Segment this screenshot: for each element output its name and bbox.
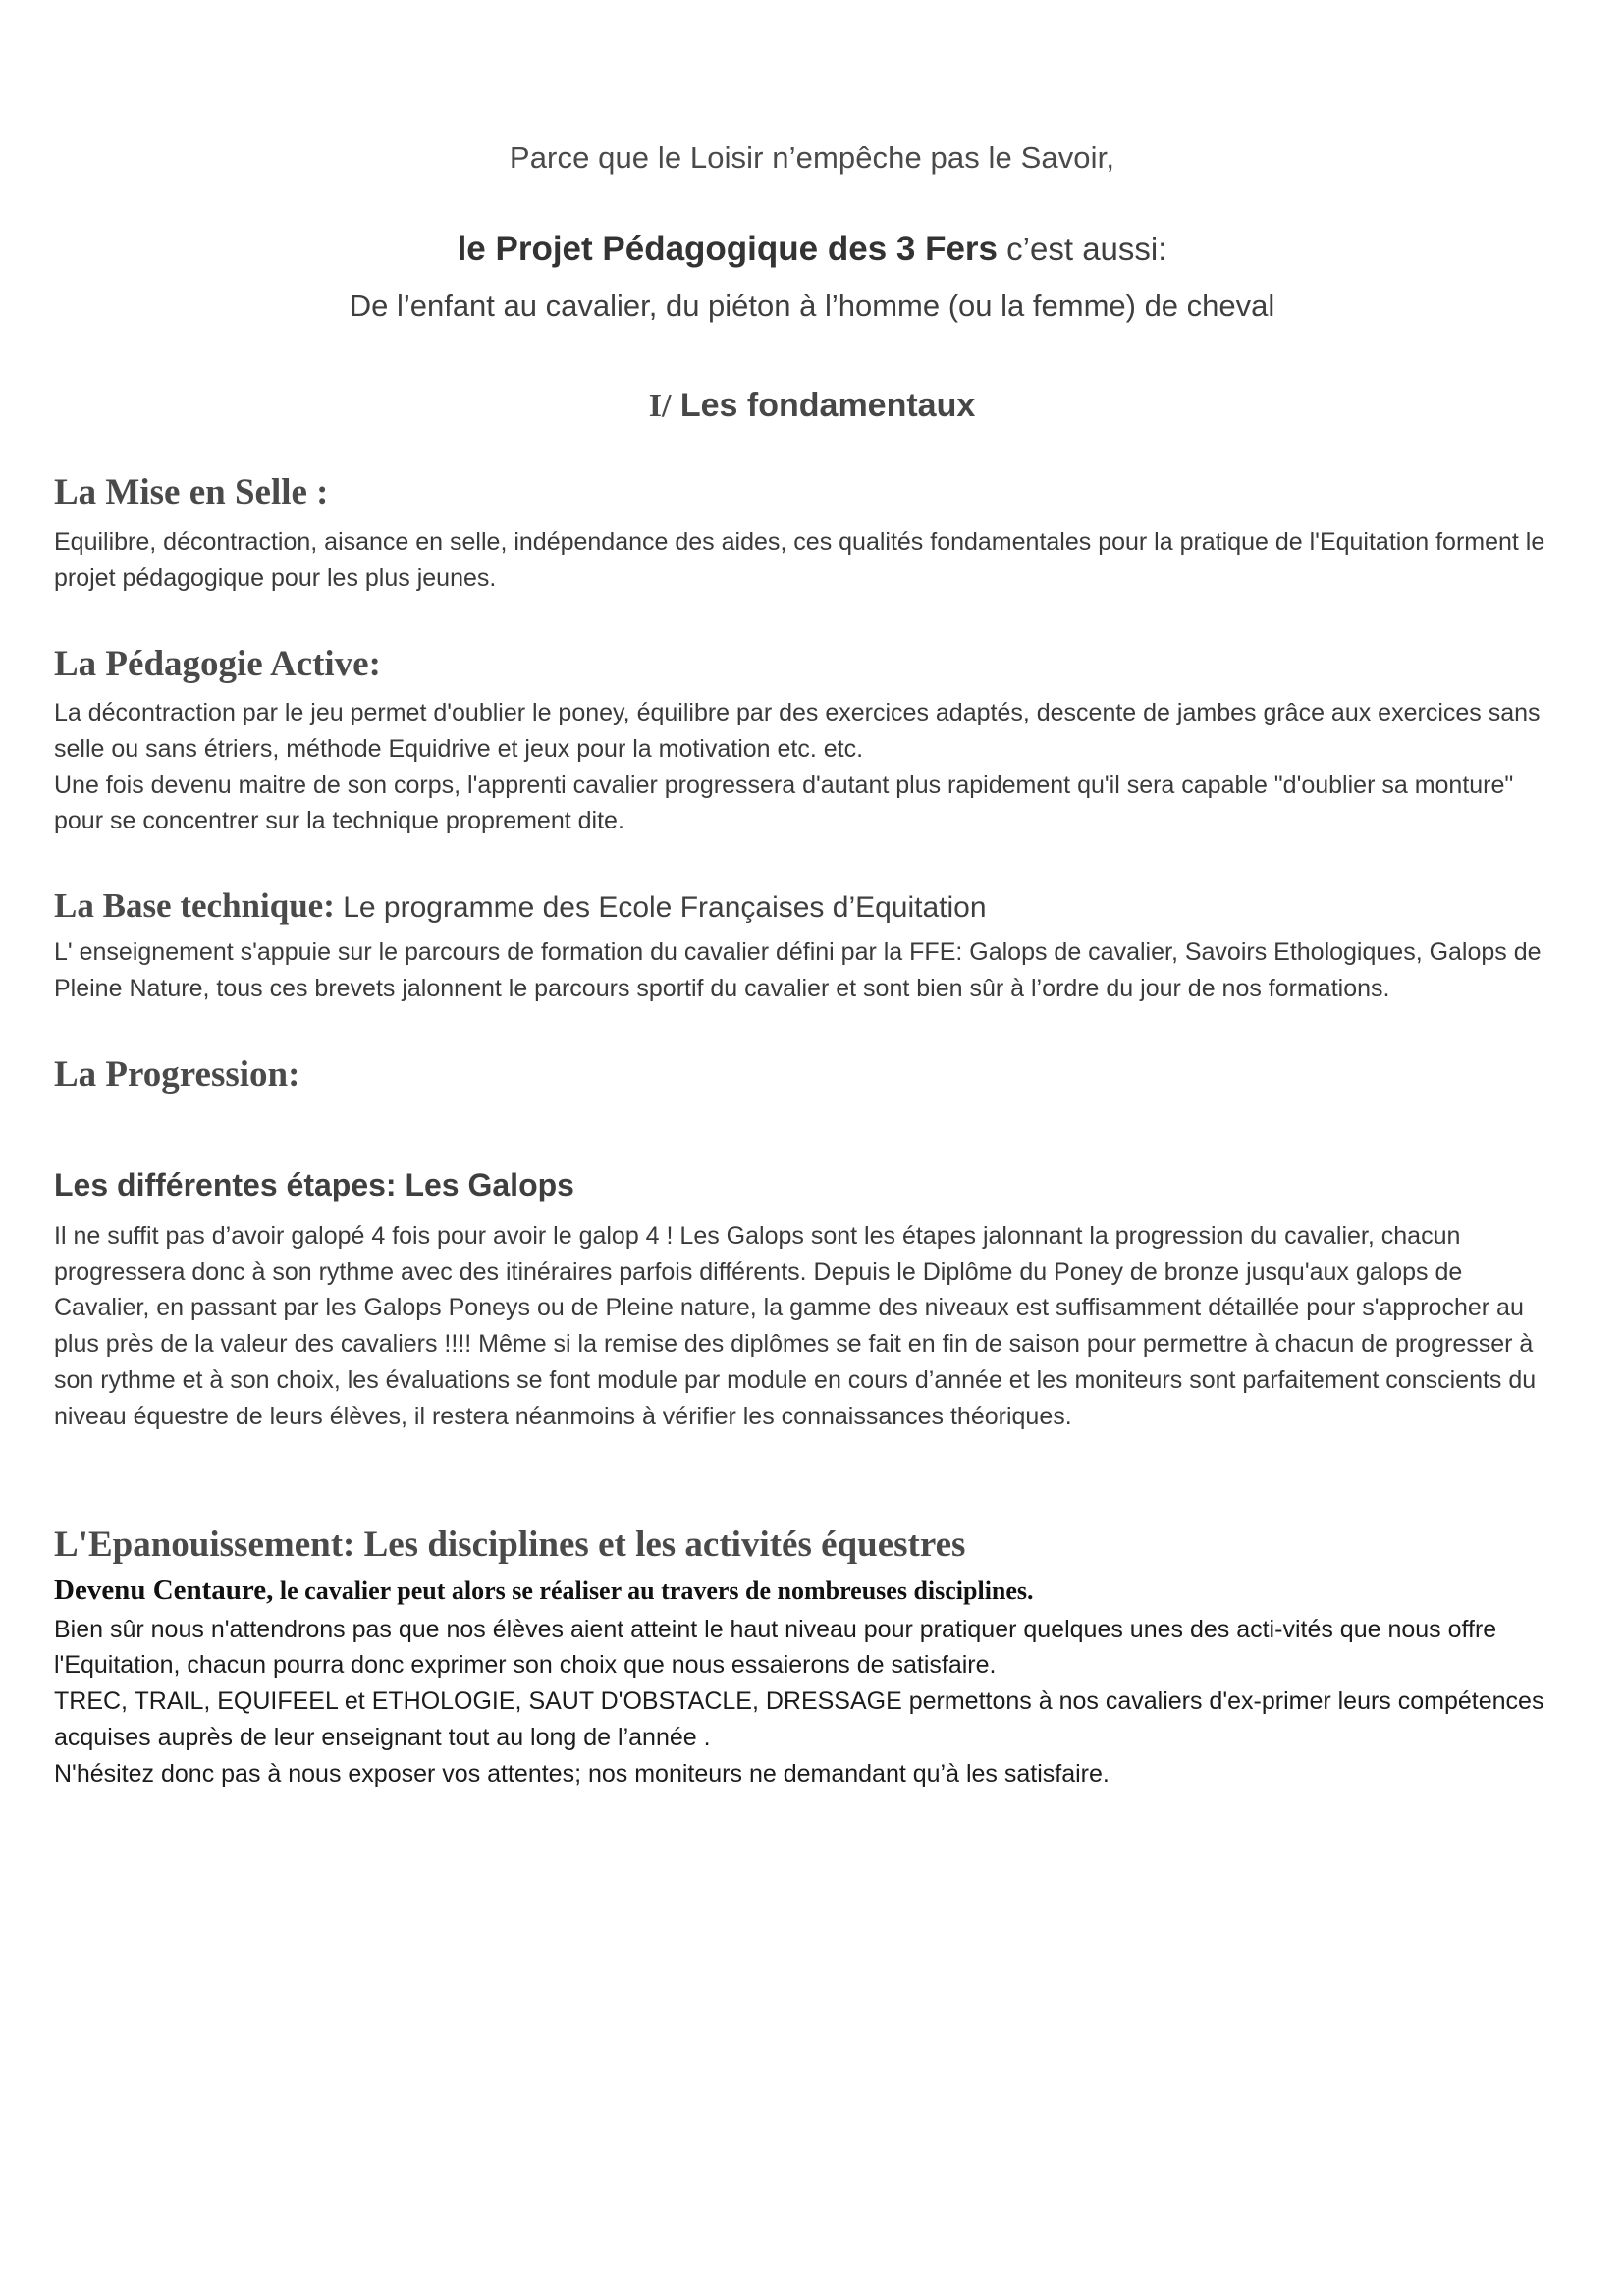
part-label: Les fondamentaux	[671, 386, 976, 424]
subheading-devenu-centaure	[54, 1574, 1570, 1608]
heading-base-technique-light: Le programme des Ecole Françaises d’Equitation	[334, 891, 987, 925]
header-project-suffix: c’est aussi:	[998, 230, 1167, 267]
header-tagline: Parce que le Loisir n’empêche pas le Savoir,	[509, 140, 1115, 175]
devenu-centaure-lead: Devenu Centaure,	[54, 1574, 274, 1606]
paragraph-mise-en-selle: Equilibre, décontraction, aisance en selle, indépendance des aides, ces qualités fondamentales pour la pratique de l'Equitation forment le projet pédagogique pour les plus jeunes.	[54, 528, 1545, 592]
header-project-title	[54, 228, 1570, 271]
paragraph-epanouissement-1: Bien sûr nous n'attendrons pas que nos élèves aient atteint le haut niveau pour pratiquer quelques unes des acti-vités que nous offre l'Equitation, chacun pourra donc exprimer son choix que nous essaierons de satisfaire.	[54, 1615, 1497, 1680]
heading-base-technique	[54, 886, 1570, 926]
heading-mise-en-selle: La Mise en Selle :	[54, 471, 329, 512]
paragraph-etapes-galops: Il ne suffit pas d’avoir galopé 4 fois pour avoir le galop 4 ! Les Galops sont les étapes jalonnant la progression du cavalier, chacun progressera donc à son rythme avec des itinéraires parfois différents. Depuis le Diplôme du Poney de bronze jusqu'aux galops de Cavalier, en passant par les Galops Poneys ou de Pleine nature, la gamme des niveaux est suffisamment détaillée pour s'approcher au plus près de la valeur des cavaliers !!!! Même si la remise des diplômes se fait en fin de saison pour permettre à chacun de progresser à son rythme et à son choix, les évaluations se font module par module en cours d’année et les moniteurs sont parfaitement conscients du niveau équestre de leurs élèves, il restera néanmoins à vérifier les connaissances théoriques.	[54, 1221, 1537, 1430]
paragraph-epanouissement-2: TREC, TRAIL, EQUIFEEL et ETHOLOGIE, SAUT D'OBSTACLE, DRESSAGE permettons à nos cavaliers d'ex-primer leurs compétences acquises auprès de leur enseignant tout au long de l’année .	[54, 1687, 1544, 1751]
paragraph-pedagogie-active-1: La décontraction par le jeu permet d'oublier le poney, équilibre par des exercices adaptés, descente de jambes grâce aux exercices sans selle ou sans étriers, méthode Equidrive et jeux pour la motivation etc. etc.	[54, 699, 1541, 763]
devenu-centaure-rest: le cavalier peut alors se réaliser au travers de nombreuses disciplines.	[273, 1575, 1034, 1605]
paragraph-pedagogie-active-2: Une fois devenu maitre de son corps, l'apprenti cavalier progressera d'autant plus rapidement qu'il sera capable "d'oublier sa monture" pour se concentrer sur la technique proprement dite.	[54, 771, 1514, 835]
header-subtitle: De l’enfant au cavalier, du piéton à l’homme (ou la femme) de cheval	[349, 288, 1275, 323]
heading-pedagogie-active: La Pédagogie Active:	[54, 643, 381, 684]
paragraph-epanouissement-3: N'hésitez donc pas à nous exposer vos attentes; nos moniteurs ne demandant qu’à les satisfaire.	[54, 1759, 1110, 1788]
part-numeral: I/	[648, 387, 672, 424]
heading-base-technique-strong: La Base technique:	[54, 886, 335, 926]
heading-progression: La Progression:	[54, 1053, 300, 1095]
header-project-name: le Projet Pédagogique des 3 Fers	[457, 229, 999, 268]
heading-etapes-galops: Les différentes étapes: Les Galops	[54, 1167, 574, 1203]
part-title	[54, 386, 1570, 427]
paragraph-base-technique: L' enseignement s'appuie sur le parcours de formation du cavalier défini par la FFE: Galops de cavalier, Savoirs Ethologiques, Galops de Pleine Nature, tous ces brevets jalonnent le parcours sportif du cavalier et sont bien sûr à l’ordre du jour de nos formations.	[54, 938, 1542, 1003]
heading-epanouissement: L'Epanouissement: Les disciplines et les activités équestres	[54, 1524, 966, 1566]
document-header	[54, 0, 1570, 326]
